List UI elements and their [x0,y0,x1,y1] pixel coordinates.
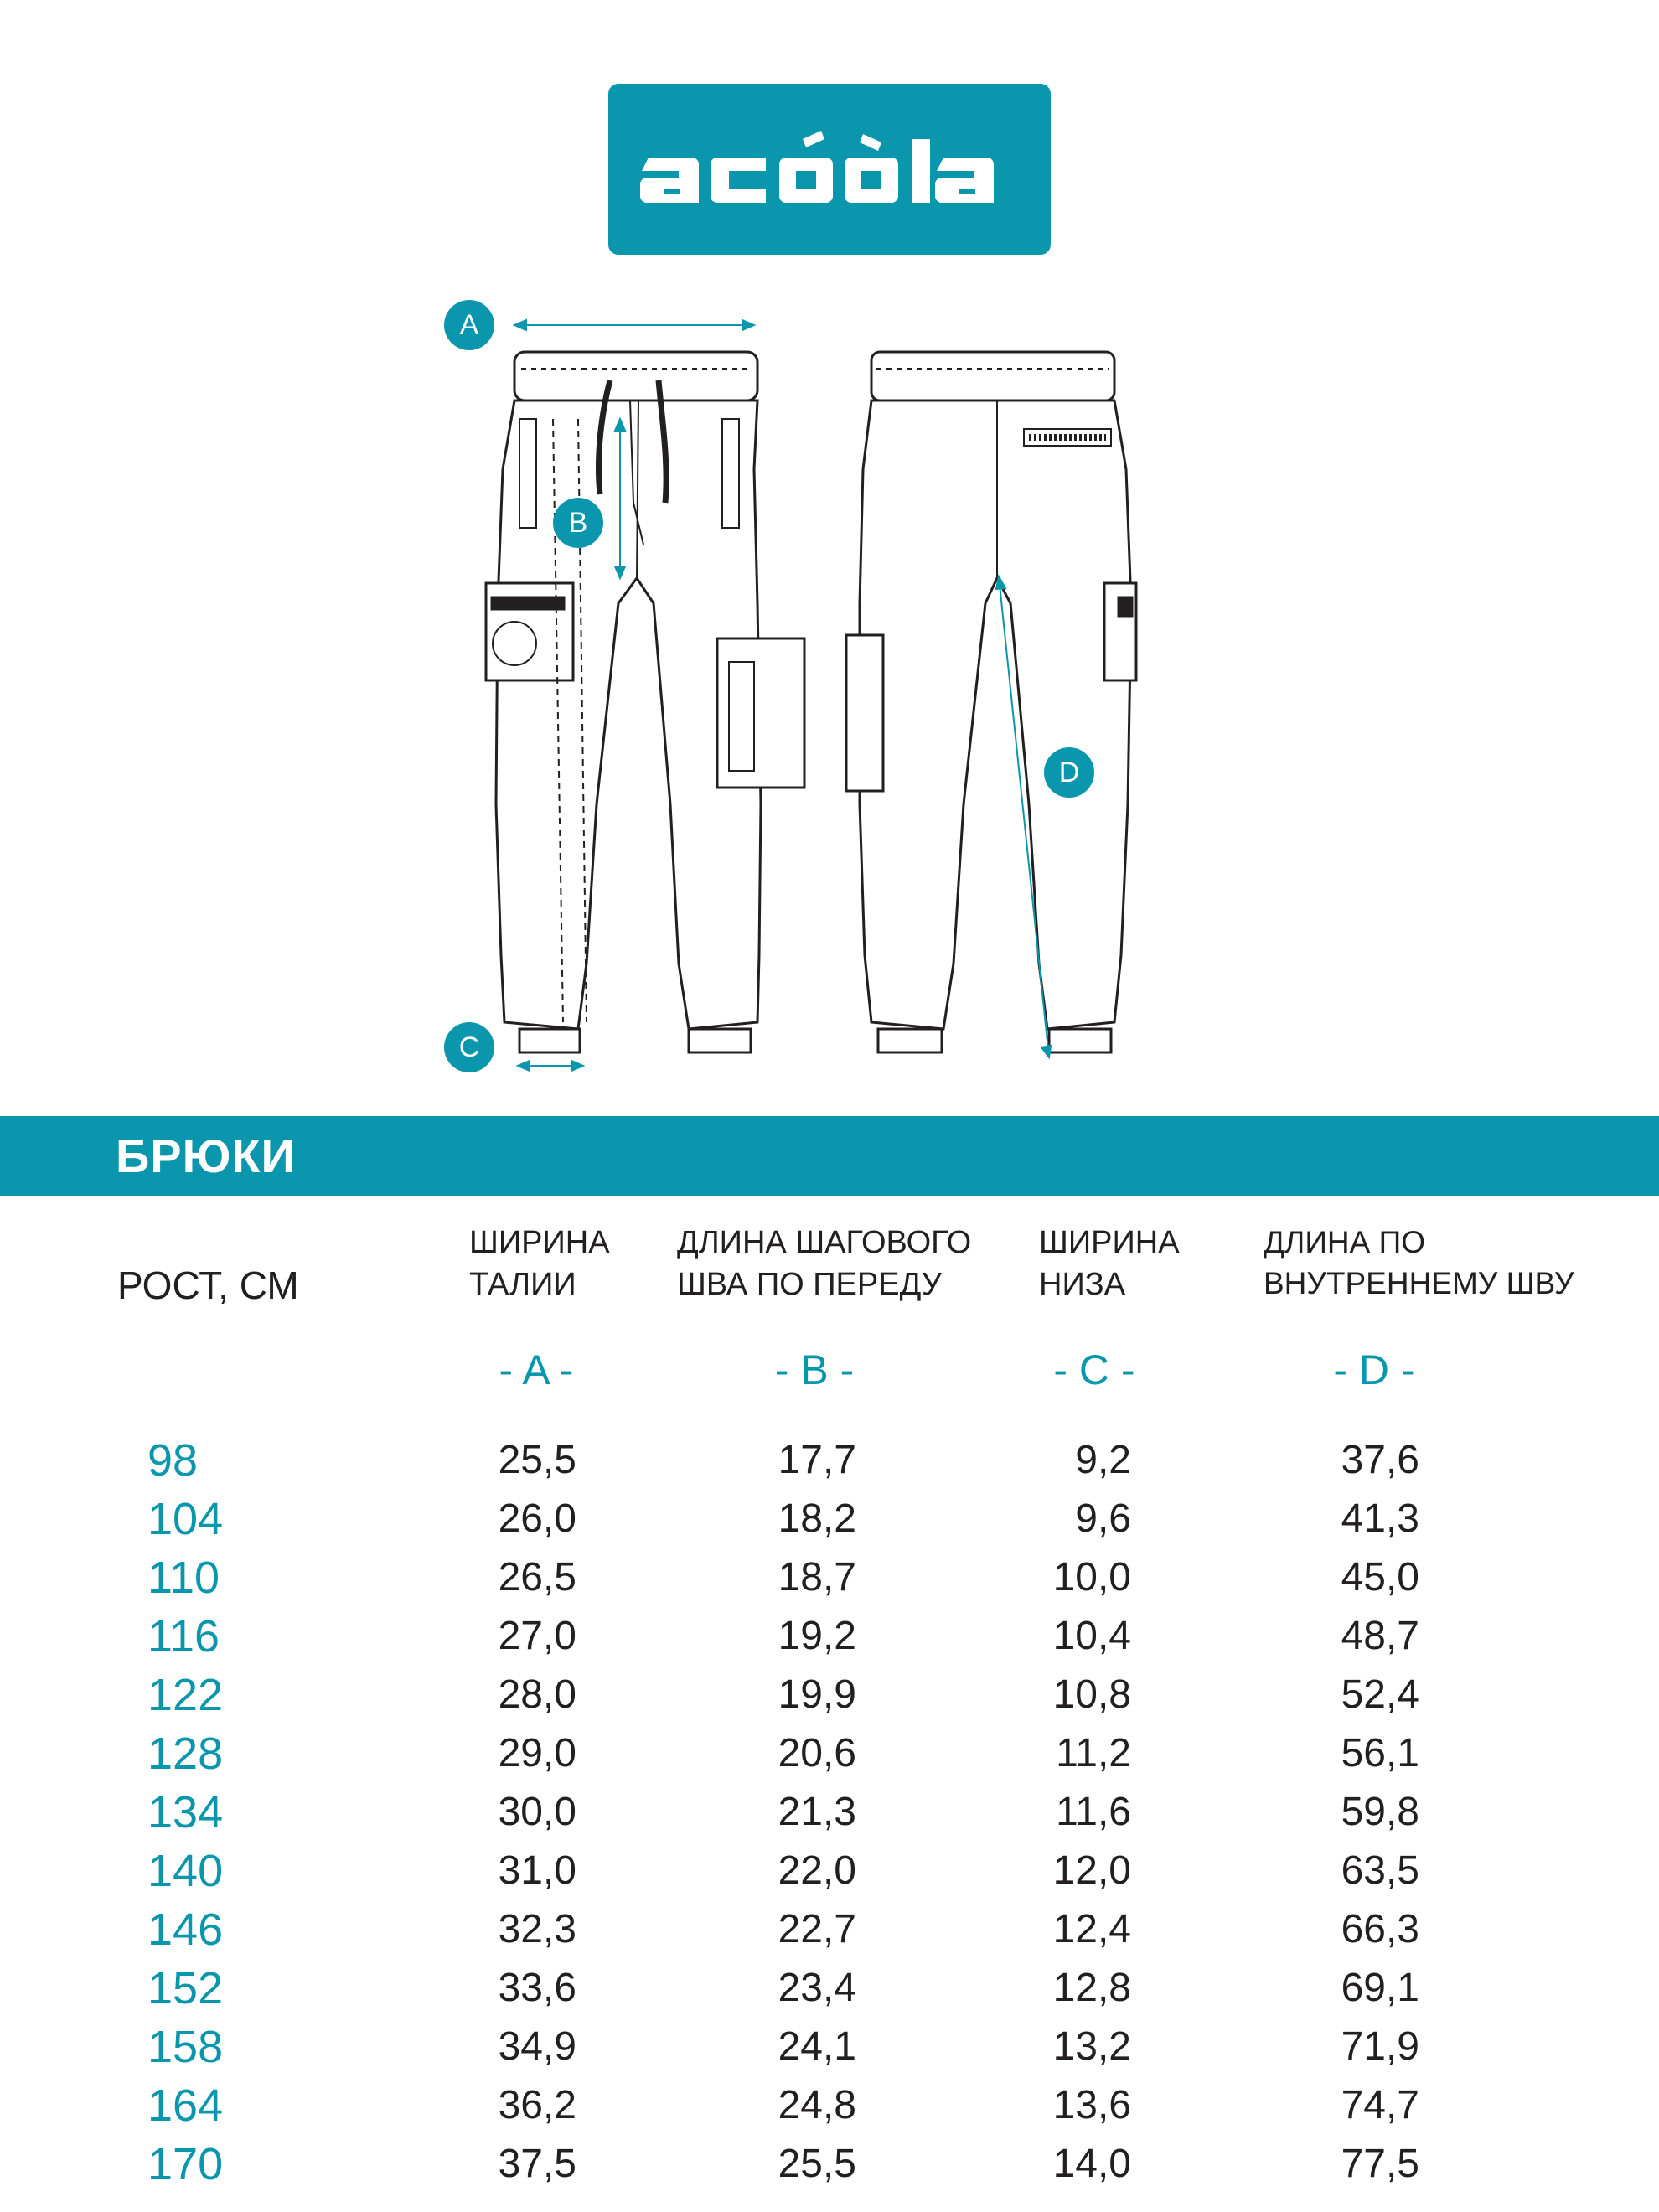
table-row [0,1959,1659,2018]
cell-b: 19,9 [778,1672,856,1717]
column-a-header [469,1222,610,1305]
column-d-header [1264,1222,1574,1304]
cell-b: 24,8 [778,2083,856,2127]
cell-d: 71,9 [1341,2024,1419,2069]
column-c-letter: - C - [1053,1346,1135,1393]
cell-c: 11,6 [1056,1790,1131,1834]
cell-b: 18,7 [778,1555,856,1600]
section-title: БРЮКИ [116,1129,296,1182]
column-c-header [1039,1222,1180,1305]
cell-d: 48,7 [1341,1614,1419,1658]
table-row [0,1842,1659,1900]
table-row [0,1548,1659,1607]
column-d-header-line1: ДЛИНА ПО [1264,1225,1425,1259]
cell-a: 29,0 [498,1731,576,1775]
cell-c: 12,8 [1052,1966,1131,2010]
cell-c: 13,6 [1052,2083,1131,2127]
row-height: 164 [147,2080,224,2131]
table-row [0,1607,1659,1666]
cell-a: 36,2 [498,2083,576,2127]
table-row [0,1724,1659,1783]
cell-b: 23,4 [778,1966,856,2010]
cell-a: 26,0 [498,1496,576,1541]
cell-c: 10,4 [1052,1614,1131,1658]
row-height: 158 [147,2022,224,2072]
column-a-header-line1: ШИРИНА [469,1225,610,1260]
section-band [0,1116,1659,1196]
column-a-header-line2: ТАЛИИ [469,1267,576,1302]
table-row [0,1900,1659,1959]
cell-c: 9,2 [1075,1438,1131,1482]
cell-b: 20,6 [778,1731,856,1775]
cell-b: 19,2 [778,1614,856,1658]
row-height: 140 [147,1846,224,1896]
table-row [0,2076,1659,2135]
cell-a: 34,9 [498,2024,576,2069]
cell-a: 28,0 [498,1672,576,1717]
cell-d: 77,5 [1341,2142,1419,2186]
cell-a: 37,5 [498,2142,576,2186]
row-height: 134 [147,1787,224,1837]
cell-b: 22,0 [778,1848,856,1893]
row-height: 122 [147,1670,224,1720]
table-row [0,2018,1659,2076]
cell-d: 41,3 [1341,1496,1419,1541]
table-row [0,1783,1659,1842]
cell-d: 56,1 [1341,1731,1419,1775]
column-d-header-line2: ВНУТРЕННЕМУ ШВУ [1264,1266,1574,1300]
cell-c: 13,2 [1052,2024,1131,2069]
cell-c: 12,4 [1052,1907,1131,1951]
cell-c: 11,2 [1056,1731,1131,1775]
back-view-drawing [846,352,1136,1052]
row-height: 104 [147,1494,224,1544]
row-height: 116 [147,1611,220,1662]
marker-c: C [444,1022,494,1072]
front-view-drawing [486,352,804,1052]
cell-c: 10,0 [1052,1555,1131,1600]
column-b-header-line1: ДЛИНА ШАГОВОГО [677,1225,972,1260]
column-d-letter: - D - [1333,1346,1415,1393]
cell-a: 25,5 [498,1438,576,1482]
row-height: 146 [147,1904,224,1955]
cell-b: 17,7 [778,1438,856,1482]
cell-c: 9,6 [1075,1496,1131,1541]
table-row [0,1666,1659,1724]
height-column-header: РОСТ, СМ [117,1264,299,1307]
marker-b: B [553,498,603,548]
row-height: 98 [147,1435,199,1486]
column-b-header [677,1222,971,1305]
cell-a: 31,0 [498,1848,576,1893]
cell-d: 52,4 [1341,1672,1419,1717]
cell-c: 12,0 [1052,1848,1131,1893]
cell-a: 26,5 [498,1555,576,1600]
marker-d: D [1044,747,1094,798]
cell-b: 25,5 [778,2142,856,2186]
column-a-letter: - A - [499,1346,574,1393]
cell-a: 30,0 [498,1790,576,1834]
cell-b: 24,1 [778,2024,856,2069]
cell-d: 63,5 [1341,1848,1419,1893]
row-height: 170 [147,2139,224,2189]
cell-b: 21,3 [778,1790,856,1834]
cell-c: 10,8 [1052,1672,1131,1717]
cell-b: 22,7 [778,1907,856,1951]
row-height: 152 [147,1963,224,2013]
column-b-header-line2: ШВА ПО ПЕРЕДУ [677,1267,942,1302]
marker-a: A [444,300,494,350]
cell-d: 69,1 [1341,1966,1419,2010]
column-c-header-line2: НИЗА [1039,1267,1126,1302]
table-row [0,2135,1659,2194]
row-height: 128 [147,1729,224,1779]
cell-d: 74,7 [1341,2083,1419,2127]
table-row [0,1490,1659,1548]
column-b-letter: - B - [774,1346,855,1393]
cell-c: 14,0 [1052,2142,1131,2186]
cell-b: 18,2 [778,1496,856,1541]
cell-d: 37,6 [1341,1438,1419,1482]
column-c-header-line1: ШИРИНА [1039,1225,1180,1260]
cell-d: 59,8 [1341,1790,1419,1834]
cell-d: 66,3 [1341,1907,1419,1951]
row-height: 110 [147,1553,220,1603]
cell-d: 45,0 [1341,1555,1419,1600]
cell-a: 27,0 [498,1614,576,1658]
cell-a: 33,6 [498,1966,576,2010]
cell-a: 32,3 [498,1907,576,1951]
table-row [0,1431,1659,1490]
